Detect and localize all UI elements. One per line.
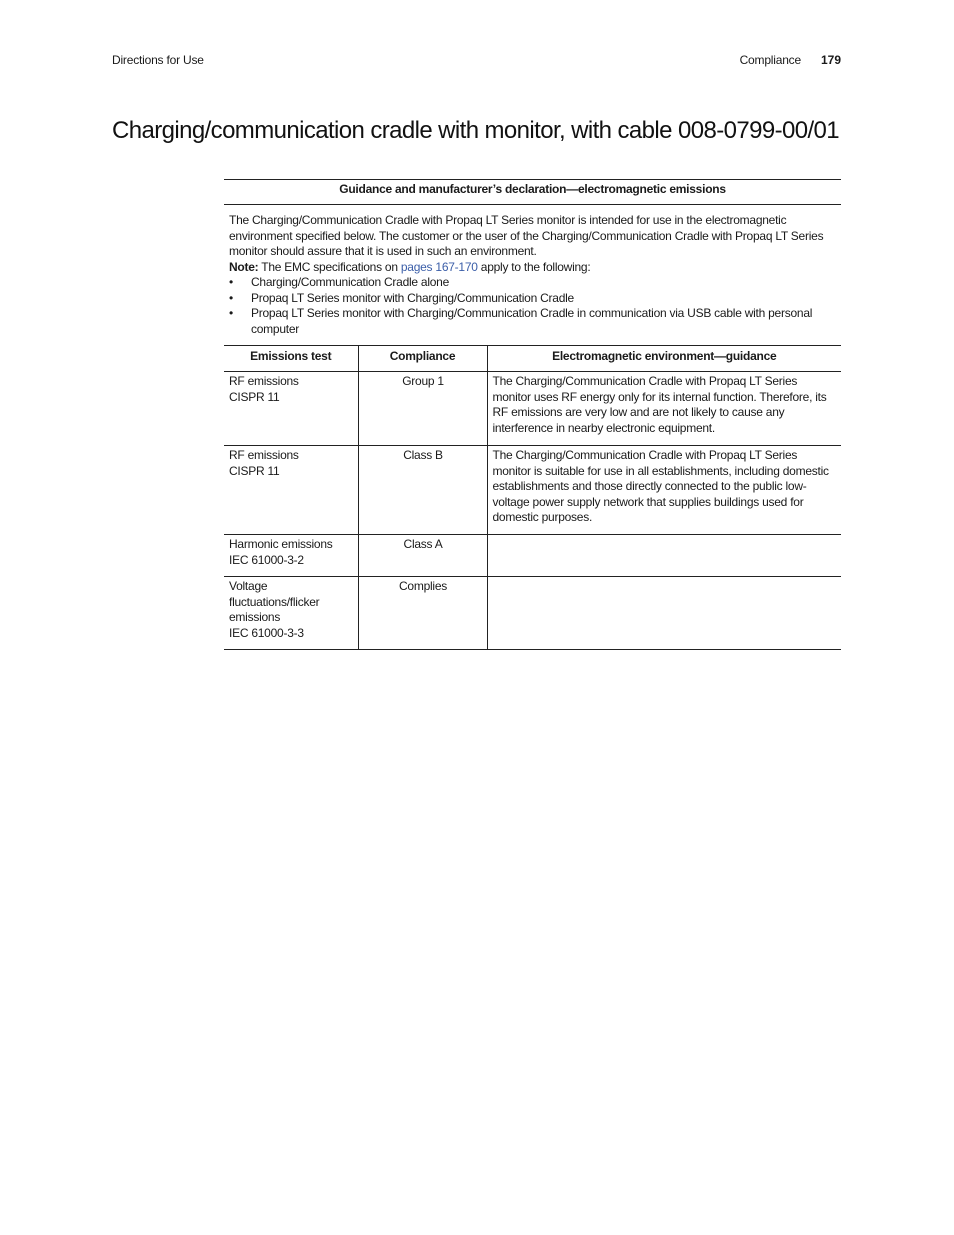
cell-guidance	[487, 535, 841, 577]
bullet-icon: •	[229, 275, 233, 289]
table-caption: Guidance and manufacturer’s declaration—electromagnetic emissions	[224, 180, 841, 205]
column-header-guidance: Electromagnetic environment—guidance	[487, 346, 841, 372]
running-header	[112, 53, 841, 69]
emissions-table	[224, 179, 841, 650]
cell-emissions-test: Harmonic emissions IEC 61000-3-2	[224, 535, 358, 577]
table-row	[224, 535, 841, 577]
header-doc-title: Directions for Use	[112, 53, 204, 67]
list-item: • Propaq LT Series monitor with Charging/Communication Cradle in communication via USB cable with personal computer	[229, 306, 813, 336]
cell-compliance: Class B	[358, 446, 487, 535]
column-header-emissions-test: Emissions test	[224, 346, 358, 372]
note-label: Note:	[229, 259, 259, 274]
list-item: • Propaq LT Series monitor with Charging/Communication Cradle	[229, 290, 574, 305]
note-text-after: apply to the following:	[477, 259, 591, 274]
pages-link[interactable]: pages 167-170	[400, 259, 478, 274]
applicability-list	[229, 275, 836, 337]
cell-emissions-test: RF emissions CISPR 11	[224, 372, 358, 446]
intro-note	[229, 260, 836, 276]
cell-guidance	[487, 577, 841, 650]
table-row	[224, 372, 841, 446]
column-header-compliance: Compliance	[358, 346, 487, 372]
header-section: Compliance	[739, 53, 801, 67]
cell-guidance: The Charging/Communication Cradle with Propaq LT Series monitor uses RF energy only for its internal function. Therefore, its RF emissions are very low and are not likely to cause any interference in nearby electronic equipment.	[487, 372, 841, 446]
note-text-before: The EMC specifications on	[258, 259, 401, 274]
cell-compliance: Complies	[358, 577, 487, 650]
cell-emissions-test: RF emissions CISPR 11	[224, 446, 358, 535]
table-row	[224, 446, 841, 535]
page-title: Charging/communication cradle with monitor, with cable 008-0799-00/01	[112, 117, 840, 144]
cell-compliance: Class A	[358, 535, 487, 577]
bullet-icon: •	[229, 290, 233, 305]
cell-emissions-test: Voltage fluctuations/flicker emissions IEC 61000-3-3	[224, 577, 358, 650]
cell-guidance: The Charging/Communication Cradle with Propaq LT Series monitor is suitable for use in all establishments, including domestic establishments and those directly connected to the public low-voltage power supply network that supplies buildings used for domestic purposes.	[487, 446, 841, 535]
cell-compliance: Group 1	[358, 372, 487, 446]
bullet-icon: •	[229, 306, 233, 320]
page-number: 179	[820, 53, 841, 67]
list-item: • Charging/Communication Cradle alone	[229, 275, 450, 289]
header-right	[740, 53, 841, 67]
table-row	[224, 577, 841, 650]
table-intro	[224, 205, 841, 346]
intro-paragraph: The Charging/Communication Cradle with Propaq LT Series monitor is intended for use in the electromagnetic environment specified below. The customer or the user of the Charging/Communication Cradle with Propaq LT Series monitor should assure that it is used in such an environment.	[229, 213, 824, 258]
